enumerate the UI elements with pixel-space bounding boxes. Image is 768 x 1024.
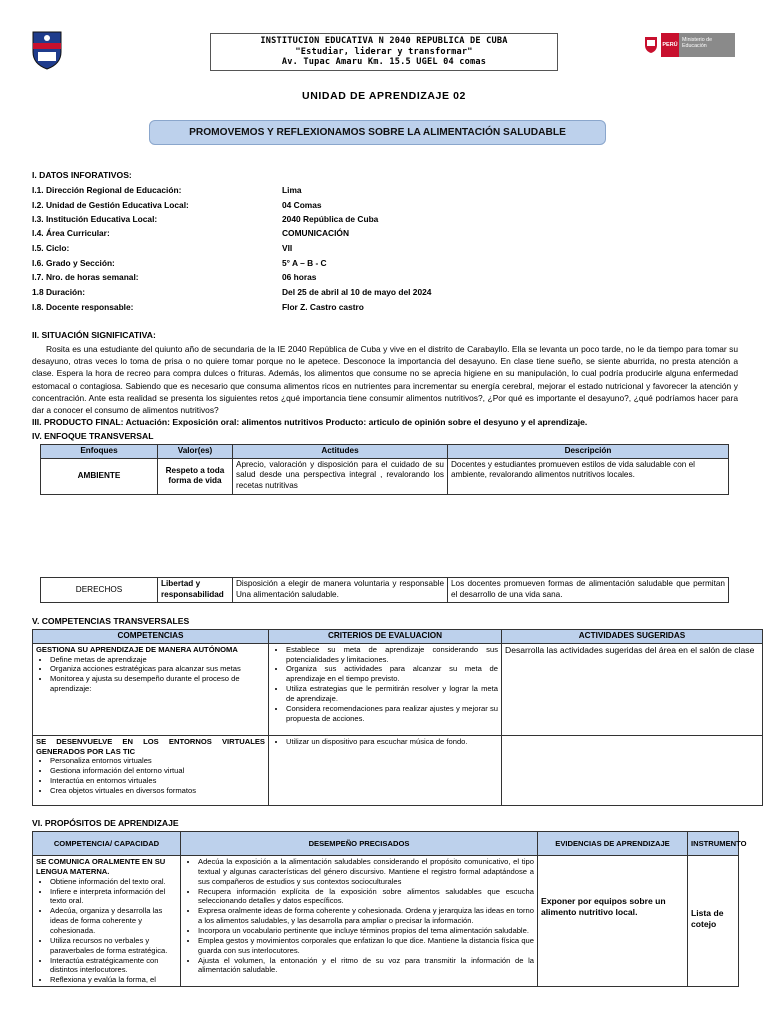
situacion-text: Rosita es una estudiante del quiunto año de secundaria de la IE 2040 República de Cuba y vive en el distrito de Carabayllo. Ella se levanta un poco tarde, no le da tiempo para tomar su desayuno, otras veces lo toma de prisa o no quiere tomar porque no le apetece. Desconoce la importancia del desayuno. En clase tiene sueño, se siente aburrida, no presta atención a clase. Espera la hora de recreo para compra dulces o frituras. Además, los alimentos que consume no se aprecia higiene en su manipulación, lo cual podría producirle alguna enfermedad estomacal o contagiosa. Sabiendo que es necesario que consuma alimentos ricos en nutrientes para incrementar su energía cerebral, mejorar el estado nutricional y favorecer la atención y concentración. Ante esta realidad se presenta los siguientes retos ¿qué importancia tiene consumir alimentos nutritivos?, ¿Por qué es importante el desayuno?, ¿qué podríamos hacer para dar a conocer el consumo de alimentos nutritivos?: [32, 344, 738, 416]
minedu-name: Ministerio de Educación: [679, 33, 735, 57]
desempeno-item: • Adecúa la exposición a la alimentación saludables considerando el propósito comunicativo, el tipo textual y algunas características del género discursivo. Mantiene el registro formal adaptándose a sus compañeros de estudios y sus contextos socioculturales: [198, 857, 534, 887]
criterios-cell-tic: [269, 735, 502, 805]
enfoque-header-valor: Valor(es): [158, 445, 233, 459]
capacidad-item: • Define metas de aprendizaje: [50, 655, 265, 665]
capacidad-item: • Monitorea y ajusta su desempeño durante el proceso de aprendizaje:: [50, 674, 265, 694]
datos-label-8: 1.8 Duración:: [32, 287, 86, 297]
peru-shield-icon: [641, 33, 661, 57]
competencia-title-tic: SE DESENVUELVE EN LOS ENTORNOS VIRTUALES GENERADOS POR LAS TIC: [36, 736, 265, 756]
enfoque-table: [40, 444, 729, 495]
institution-name: INSTITUCION EDUCATIVA N 2040 REPUBLICA DE CUBA: [260, 35, 508, 46]
unit-banner-title: PROMOVEMOS Y REFLEXIONAMOS SOBRE LA ALIMENTACIÓN SALUDABLE: [149, 120, 606, 145]
actividades-cell-autonoma: Desarrolla las actividades sugeridas del área en el salón de clase: [502, 643, 763, 735]
evidencia-cell-oral: Exponer por equipos sobre un alimento nutritivo local.: [538, 856, 688, 987]
descripcion-cell-ambiente: Docentes y estudiantes promueven estilos de vida saludable con el ambiente, revalorando alimentos nutritivos locales.: [448, 458, 729, 494]
criterio-item: • Establece su meta de aprendizaje considerando sus potencialidades y limitaciones.: [286, 645, 498, 665]
enfoque-title: IV. ENFOQUE TRANSVERSAL: [32, 431, 154, 441]
capacidad-item: • Gestiona información del entorno virtual: [50, 766, 265, 776]
datos-value-6: 5° A – B - C: [282, 258, 327, 268]
enfoque-row-derechos: [41, 578, 729, 603]
situacion-title: II. SITUACIÓN SIGNIFICATIVA:: [32, 330, 156, 340]
institution-motto: "Estudiar, liderar y transformar": [295, 46, 473, 57]
actitudes-cell-derechos: Disposición a elegir de manera voluntaria y responsable Una alimentación saludable.: [233, 578, 448, 603]
propositos-row-oral: [33, 856, 739, 987]
datos-label-6: I.6. Grado y Sección:: [32, 258, 115, 268]
enfoque-header-row: [41, 445, 729, 459]
valor-cell-derechos: Libertad y responsabilidad: [158, 578, 233, 603]
datos-value-2: 04 Comas: [282, 200, 322, 210]
competencias-title: V. COMPETENCIAS TRANSVERSALES: [32, 616, 190, 626]
desempeno-item: • Expresa oralmente ideas de forma coherente y cohesionada. Ordena y jerarquiza las ideas en torno a los alimentos saludables, y las desarrolla para ampliar o precisar la información.: [198, 906, 534, 926]
criterio-item: • Utiliza estrategias que le permitirán resolver y lograr la meta de aprendizaje.: [286, 684, 498, 704]
capacidad-item: • Interactúa en entornos virtuales: [50, 776, 265, 786]
datos-value-4: COMUNICACIÓN: [282, 228, 349, 238]
competencias-row-autonoma: [33, 643, 763, 735]
instrumento-cell-oral: Lista de cotejo: [688, 856, 739, 987]
datos-label-2: I.2. Unidad de Gestión Educativa Local:: [32, 200, 189, 210]
propositos-title: VI. PROPÓSITOS DE APRENDIZAJE: [32, 818, 179, 828]
capacidad-item: • Obtiene información del texto oral.: [50, 877, 177, 887]
capacidad-item: • Organiza acciones estratégicas para alcanzar sus metas: [50, 664, 265, 674]
propositos-header-evidencias: EVIDENCIAS DE APRENDIZAJE: [538, 832, 688, 856]
capacidad-item: • Utiliza recursos no verbales y paraverbales de forma estratégica.: [50, 936, 177, 956]
competencias-row-tic: [33, 735, 763, 805]
propositos-header-instrumento: INSTRUMENTO: [688, 832, 739, 856]
datos-label-5: I.5. Ciclo:: [32, 243, 70, 253]
competencias-header-criterios: CRITERIOS DE EVALUACION: [269, 630, 502, 644]
enfoque-row-ambiente: [41, 458, 729, 494]
criterio-item: • Considera recomendaciones para realizar ajustes y mejorar su propuesta de acciones.: [286, 704, 498, 724]
datos-label-7: I.7. Nro. de horas semanal:: [32, 272, 139, 282]
capacidad-item: • Crea objetos virtuales en diversos formatos: [50, 786, 265, 796]
competencias-table: [32, 629, 763, 806]
datos-value-5: VII: [282, 243, 293, 253]
propositos-header-competencia: COMPETENCIA/ CAPACIDAD: [33, 832, 181, 856]
datos-value-1: Lima: [282, 185, 302, 195]
school-logo: [30, 30, 64, 70]
capacidad-item: • Interactúa estratégicamente con distintos interlocutores.: [50, 956, 177, 976]
desempeno-item: • Incorpora un vocabulario pertinente que incluye términos propios del tema alimentación saludable.: [198, 926, 534, 936]
capacidad-item: • Reflexiona y evalúa la forma, el: [50, 975, 177, 985]
propositos-table: [32, 831, 747, 987]
competencia-title-autonoma: GESTIONA SU APRENDIZAJE DE MANERA AUTÓNOMA: [36, 644, 238, 654]
actitudes-cell-ambiente: Aprecio, valoración y disposición para el cuidado de su salud desde una perspectiva integral , revalorando los recetas nutritivas: [233, 458, 448, 494]
enfoque-cell-derechos: DERECHOS: [41, 578, 158, 603]
criterio-item: • Organiza sus actividades para alcanzar su meta de aprendizaje en el tiempo previsto.: [286, 664, 498, 684]
unit-title: UNIDAD DE APRENDIZAJE 02: [302, 90, 466, 102]
desempeno-cell-oral: [181, 856, 538, 987]
enfoque-cell-ambiente: AMBIENTE: [41, 458, 158, 494]
competencia-cell-oral: [33, 856, 181, 987]
desempeno-item: • Ajusta el volumen, la entonación y el ritmo de su voz para transmitir la información de la alimentación saludable.: [198, 956, 534, 976]
enfoque-header-descripcion: Descripción: [448, 445, 729, 459]
criterios-cell-autonoma: [269, 643, 502, 735]
propositos-header-desempeno: DESEMPEÑO PRECISADOS: [181, 832, 538, 856]
propositos-header-row: [33, 832, 739, 856]
datos-title: I. DATOS INFORATIVOS:: [32, 170, 132, 180]
enfoque-table-continued: [40, 577, 729, 603]
competencias-header-row: [33, 630, 763, 644]
desempeno-item: • Emplea gestos y movimientos corporales que enfatizan lo que dice. Mantiene la distancia física que guarda con sus interlocutores.: [198, 936, 534, 956]
capacidad-item: • Adecúa, organiza y desarrolla las ideas de forma coherente y cohesionada.: [50, 906, 177, 936]
descripcion-cell-derechos: Los docentes promueven formas de alimentación saludable que permitan el desarrollo de una vida sana.: [448, 578, 729, 603]
competencias-header-actividades: ACTIVIDADES SUGERIDAS: [502, 630, 763, 644]
institution-header-box: [210, 33, 558, 71]
enfoque-header-enfoques: Enfoques: [41, 445, 158, 459]
datos-value-8: Del 25 de abril al 10 de mayo del 2024: [282, 287, 432, 297]
institution-address: Av. Tupac Amaru Km. 15.5 UGEL 04 comas: [281, 57, 487, 68]
datos-value-9: Flor Z. Castro castro: [282, 302, 364, 312]
competencia-title-oral: SE COMUNICA ORALMENTE EN SU LENGUA MATERNA.: [36, 857, 166, 876]
minedu-logo: [641, 33, 735, 57]
datos-value-3: 2040 República de Cuba: [282, 214, 379, 224]
minedu-country: PERÚ: [661, 33, 679, 57]
competencias-header-competencias: COMPETENCIAS: [33, 630, 269, 644]
capacidad-item: • Personaliza entornos virtuales: [50, 756, 265, 766]
datos-value-7: 06 horas: [282, 272, 317, 282]
competencia-cell-autonoma: [33, 643, 269, 735]
capacidad-item: • Infiere e interpreta información del texto oral.: [50, 887, 177, 907]
datos-label-1: I.1. Dirección Regional de Educación:: [32, 185, 182, 195]
datos-label-9: I.8. Docente responsable:: [32, 302, 134, 312]
datos-label-4: I.4. Área Curricular:: [32, 228, 110, 238]
actividades-cell-tic: [502, 735, 763, 805]
criterio-item: • Utilizar un dispositivo para escuchar música de fondo.: [286, 737, 498, 747]
producto-final: III. PRODUCTO FINAL: Actuación: Exposición oral: alimentos nutritivos Producto: articulo de opinión sobre el desyuno y el aprendizaje.: [32, 417, 588, 427]
competencia-cell-tic: [33, 735, 269, 805]
datos-label-3: I.3. Institución Educativa Local:: [32, 214, 158, 224]
desempeno-item: • Recupera información explícita de la exposición sobre alimentos saludables que escucha seleccionando detalles y datos específicos.: [198, 887, 534, 907]
valor-cell-ambiente: Respeto a toda forma de vida: [158, 458, 233, 494]
enfoque-header-actitudes: Actitudes: [233, 445, 448, 459]
